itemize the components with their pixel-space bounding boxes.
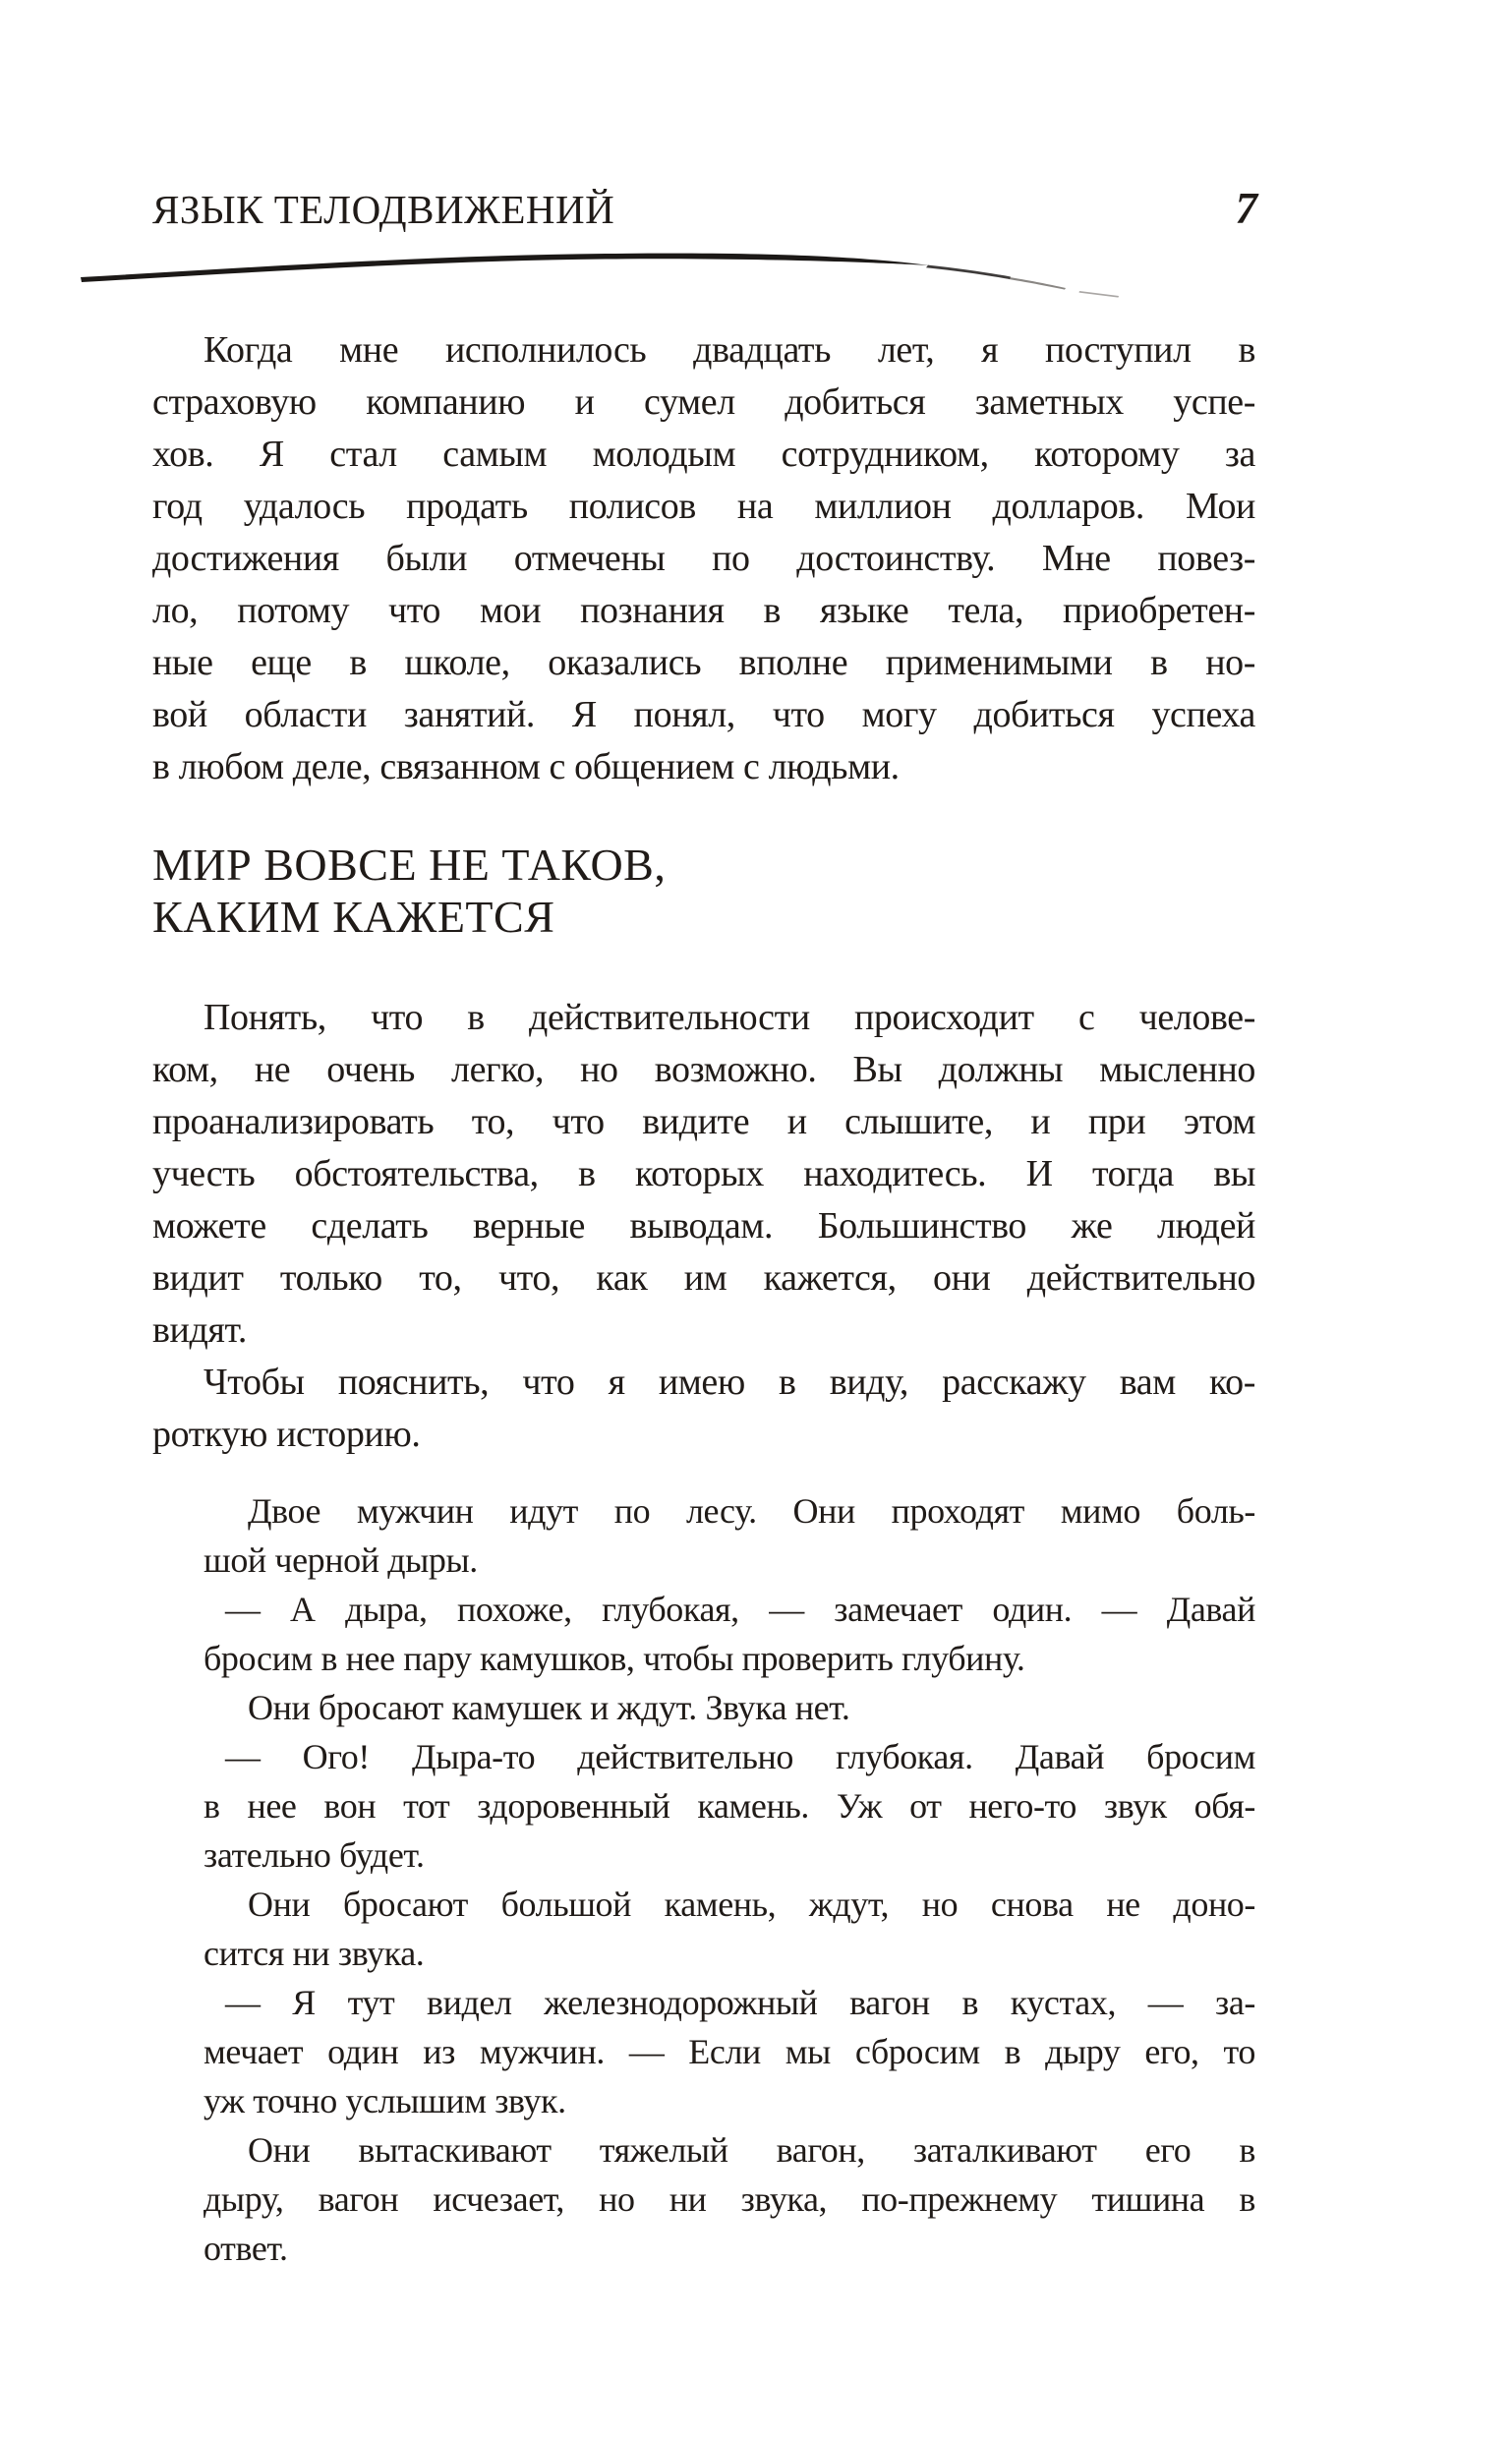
text-line: Они бросают камушек и ждут. Звука нет. xyxy=(248,1688,850,1727)
story-paragraph xyxy=(204,1683,1255,1732)
story-paragraph xyxy=(204,1486,1255,1585)
text-line: в нее вон тот здоровенный камень. Уж от него-то звук обя- xyxy=(204,1786,1255,1826)
running-title: ЯЗЫК ТЕЛОДВИЖЕНИЙ xyxy=(152,187,615,232)
section-heading-line: КАКИМ КАЖЕТСЯ xyxy=(152,892,555,942)
text-line: ные еще в школе, оказались вполне применимыми в но- xyxy=(152,642,1255,683)
text-line: мечает один из мужчин. — Если мы сбросим в дыру его, то xyxy=(204,2032,1255,2071)
text-line: в любом деле, связанном с общением с людьми. xyxy=(152,746,900,787)
text-line: страховую компанию и сумел добиться заметных успе- xyxy=(152,381,1255,423)
story-paragraph xyxy=(204,1880,1255,1978)
text-line: — А дыра, похоже, глубокая, — замечает один. — Давай xyxy=(225,1590,1255,1629)
text-line: роткую историю. xyxy=(152,1414,421,1455)
text-column xyxy=(152,324,1255,2273)
text-line: видят. xyxy=(152,1309,247,1351)
body-paragraph xyxy=(152,1357,1255,1461)
body-paragraph xyxy=(152,992,1255,1357)
text-line: видит только то, что, как им кажется, они действительно xyxy=(152,1257,1255,1299)
text-line: Они бросают большой камень, ждут, но снова не доно- xyxy=(248,1885,1255,1924)
story-paragraph xyxy=(204,1978,1255,2125)
text-line: Чтобы пояснить, что я имею в виду, расскажу вам ко- xyxy=(204,1362,1255,1403)
text-line: можете сделать верные выводам. Большинство же людей xyxy=(152,1205,1255,1247)
text-line: уж точно услышим звук. xyxy=(204,2081,566,2120)
text-line: ло, потому что мои познания в языке тела, приобретен- xyxy=(152,590,1255,631)
story-excerpt xyxy=(204,1486,1255,2273)
text-line: зательно будет. xyxy=(204,1835,425,1875)
text-line: достижения были отмечены по достоинству. Мне повез- xyxy=(152,538,1255,579)
text-line: шой черной дыры. xyxy=(204,1540,478,1580)
text-line: вой области занятий. Я понял, что могу добиться успеха xyxy=(152,694,1255,735)
text-line: Понять, что в действительности происходит с челове- xyxy=(204,997,1255,1038)
text-line: ответ. xyxy=(204,2229,288,2268)
hand-drawn-rule xyxy=(75,242,1156,305)
story-paragraph xyxy=(204,2125,1255,2273)
text-line: сится ни звука. xyxy=(204,1934,425,1973)
text-line: Они вытаскивают тяжелый вагон, заталкивают его в xyxy=(248,2130,1255,2170)
text-line: учесть обстоятельства, в которых находитесь. И тогда вы xyxy=(152,1153,1255,1194)
text-line: — Я тут видел железнодорожный вагон в кустах, — за- xyxy=(225,1983,1255,2022)
text-line: бросим в нее пару камушков, чтобы проверить глубину. xyxy=(204,1639,1025,1678)
text-line: Двое мужчин идут по лесу. Они проходят мимо боль- xyxy=(248,1491,1255,1531)
text-line: Когда мне исполнилось двадцать лет, я поступил в xyxy=(204,329,1255,371)
text-line: ком, не очень легко, но возможно. Вы должны мысленно xyxy=(152,1049,1255,1090)
section-heading xyxy=(152,839,1255,943)
page-header xyxy=(152,184,1257,233)
text-line: дыру, вагон исчезает, но ни звука, по-прежнему тишина в xyxy=(204,2179,1255,2219)
story-paragraph xyxy=(204,1732,1255,1880)
story-paragraph xyxy=(204,1585,1255,1683)
text-line: — Ого! Дыра-то действительно глубокая. Давай бросим xyxy=(225,1737,1255,1776)
section-heading-line: МИР ВОВСЕ НЕ ТАКОВ, xyxy=(152,840,667,890)
text-line: хов. Я стал самым молодым сотрудником, которому за xyxy=(152,434,1255,475)
text-line: год удалось продать полисов на миллион долларов. Мои xyxy=(152,486,1255,527)
text-line: проанализировать то, что видите и слышите, и при этом xyxy=(152,1101,1255,1142)
page-number: 7 xyxy=(1235,184,1257,233)
intro-paragraph xyxy=(152,324,1255,793)
